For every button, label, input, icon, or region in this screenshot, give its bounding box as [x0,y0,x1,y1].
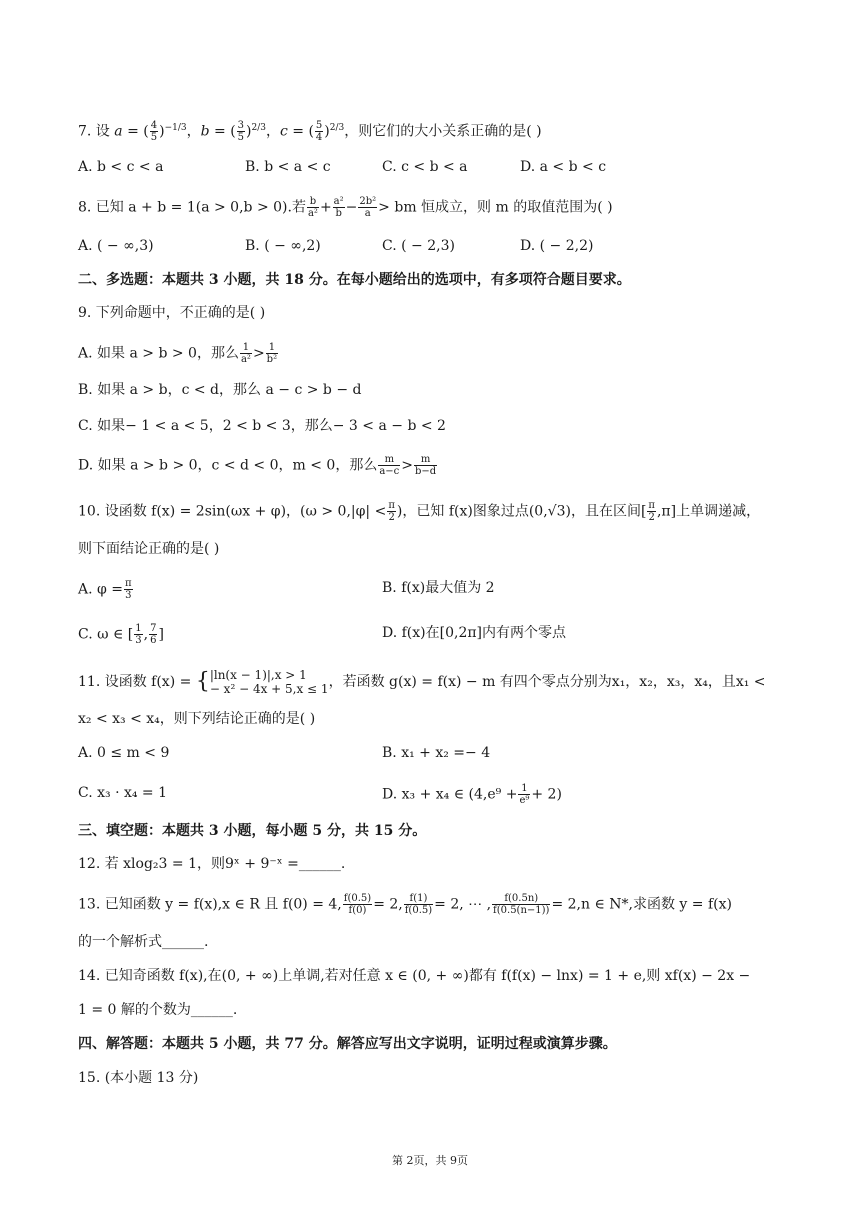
q10-stem-part3: ,π]上单调递减， [656,503,761,520]
q7-stem-prefix: 7. 设 [78,123,110,140]
q14-line1: 14. 已知奇函数 f(x),在(0, + ∞)上单调,若对任意 x ∈ (0, + ∞)都有 f(f(x) − lnx) = 1 + e,则 xf(x) − 2x − [78,968,751,984]
section-2-heading: 二、多选题：本题共 3 小题，共 18 分。在每小题给出的选项中，有多项符合题目要求。 [78,272,631,288]
q7-option-d: D. a < b < c [520,159,607,175]
q10-option-a: A. φ = $\frac{\pi}{3}$ [78,578,132,601]
q11-option-b: B. x₁ + x₂ =− 4 [382,745,491,761]
q11-option-d-text: D. x₃ + x₄ ∈ (4,e⁹ + [382,786,518,803]
q7-option-c: C. c < b < a [382,159,468,175]
q10-stem-line1: 10. 设函数 f(x) = 2sin(ωx + φ)，(ω > 0,|φ| < $\frac{\pi}{2}$ )，已知 f(x)图象过点(0,√3)，且在区间[ $\frac{\pi}{2}$ ,π]上单调递减， [78,500,761,523]
q11-option-c: C. x₃ · x₄ = 1 [78,785,168,801]
q9-option-b: B. 如果 a > b，c < d，那么 a − c > b − d [78,382,362,398]
q9-option-d-text: D. 如果 a > b > 0，c < d < 0，m < 0，那么 [78,457,378,474]
q8-option-b: B. ( − ∞,2) [245,238,321,254]
q13-line2: 的一个解析式______. [78,934,209,950]
q9-option-c: C. 如果− 1 < a < 5，2 < b < 3，那么− 3 < a − b < 2 [78,418,446,434]
q8-option-d: D. ( − 2,2) [520,238,594,254]
q12: 12. 若 xlog₂3 = 1，则9ˣ + 9⁻ˣ =______. [78,856,346,872]
q7-stem-suffix: ，则它们的大小关系正确的是( ) [344,123,542,140]
q14-line2: 1 = 0 解的个数为______. [78,1002,238,1018]
q10-option-c: C. ω ∈ [ $\frac{1}{3}$ , $\frac{7}{6}$ ] [78,623,164,646]
q7-stem: 7. 设 a = ( $\frac{4}{5}$ )$^{-1/3}$，b = ( $\frac{3}{5}$ )$^{2/3}$，c = ( $\frac{5}{4}$ )$^{2/3}$，则它们的大小关系正确的是( ) [78,120,542,144]
q13-line1: 13. 已知函数 y = f(x),x ∈ R 且 f(0) = 4, $\frac{f(0.5)}{f(0)}$ = 2, $\frac{f(1)}{f(0.5)}$ = 2, ⋯ , $\frac{f(0.5n)}{f(0.5(n-1))}$ = 2,n ∈ N*,求函数 y = f(x) [78,893,732,916]
q10-stem-part2: )，已知 f(x)图象过点(0,√3)，且在区间[ [396,503,647,520]
q15: 15. (本小题 13 分) [78,1070,199,1086]
section-4-heading: 四、解答题：本题共 5 小题，共 77 分。解答应写出文字说明，证明过程或演算步骤。 [78,1036,617,1052]
q8-option-c: C. ( − 2,3) [382,238,455,254]
q7-option-a: A. b < c < a [78,159,164,175]
q8-stem-suffix: > bm 恒成立，则 m 的取值范围为( ) [378,199,613,216]
q10-option-c-text: C. ω ∈ [ [78,626,134,643]
q10-option-d: D. f(x)在[0,2π]内有两个零点 [382,625,567,641]
q8-stem-prefix: 8. 已知 a + b = 1(a > 0,b > 0).若 [78,199,306,216]
q11-stem-suffix: ，若函数 g(x) = f(x) − m 有四个零点分别为x₁，x₂，x₃，x₄，且x₁ < [328,674,766,690]
q8-option-a: A. ( − ∞,3) [78,238,154,254]
q9-option-a: A. 如果 a > b > 0，那么 $\frac{1}{\text{a²}}$ > $\frac{1}{\text{b²}}$ [78,342,278,365]
page-footer: 第 2页，共 9页 [392,1154,468,1167]
q11-stem-line2: x₂ < x₃ < x₄，则下列结论正确的是( ) [78,711,316,727]
q11-option-a: A. 0 ≤ m < 9 [78,745,170,761]
q10-stem-line2: 则下面结论正确的是( ) [78,541,220,557]
q9-option-a-text: A. 如果 a > b > 0，那么 [78,345,239,362]
section-3-heading: 三、填空题：本题共 3 小题，每小题 5 分，共 15 分。 [78,823,427,839]
q7-option-b: B. b < a < c [245,159,331,175]
q11-piece-1: |ln(x − 1)|,x > 1 [209,668,307,682]
q9-option-d: D. 如果 a > b > 0，c < d < 0，m < 0，那么 $\frac{m}{a-c}$ > $\frac{m}{b-d}$ [78,454,437,477]
q10-option-b: B. f(x)最大值为 2 [382,580,495,596]
q11-option-d: D. x₃ + x₄ ∈ (4,e⁹ + $\frac{1}{\text{e⁹}}$ + 2) [382,783,562,806]
q8-stem: 8. 已知 a + b = 1(a > 0,b > 0).若 $\frac{b}{\text{a²}}$ + $\frac{\text{a²}}{b}$ − $\frac{\text{2b²}}{a}$ > bm 恒成立，则 m 的取值范围为( ) [78,196,613,219]
q10-option-a-text: A. φ = [78,581,123,598]
q11-stem-line1: 11. 设函数 f(x) = { |ln(x − 1)|,x > 1 − x² − 4x + 5,x ≤ 1 ，若函数 g(x) = f(x) − m 有四个零点分别为x₁，x₂，x₃，x₄，且x₁ < [78,668,766,696]
q11-piece-2: − x² − 4x + 5,x ≤ 1 [209,682,329,696]
q11-stem-prefix: 11. 设函数 f(x) = [78,674,192,690]
q9-stem: 9. 下列命题中，不正确的是( ) [78,305,266,321]
q13-line1-prefix: 13. 已知函数 y = f(x),x ∈ R 且 f(0) = 4, [78,896,342,913]
q13-line1-suffix: = 2,n ∈ N*,求函数 y = f(x) [551,896,732,913]
q10-stem-part1: 10. 设函数 f(x) = 2sin(ωx + φ)，(ω > 0,|φ| < [78,503,387,520]
